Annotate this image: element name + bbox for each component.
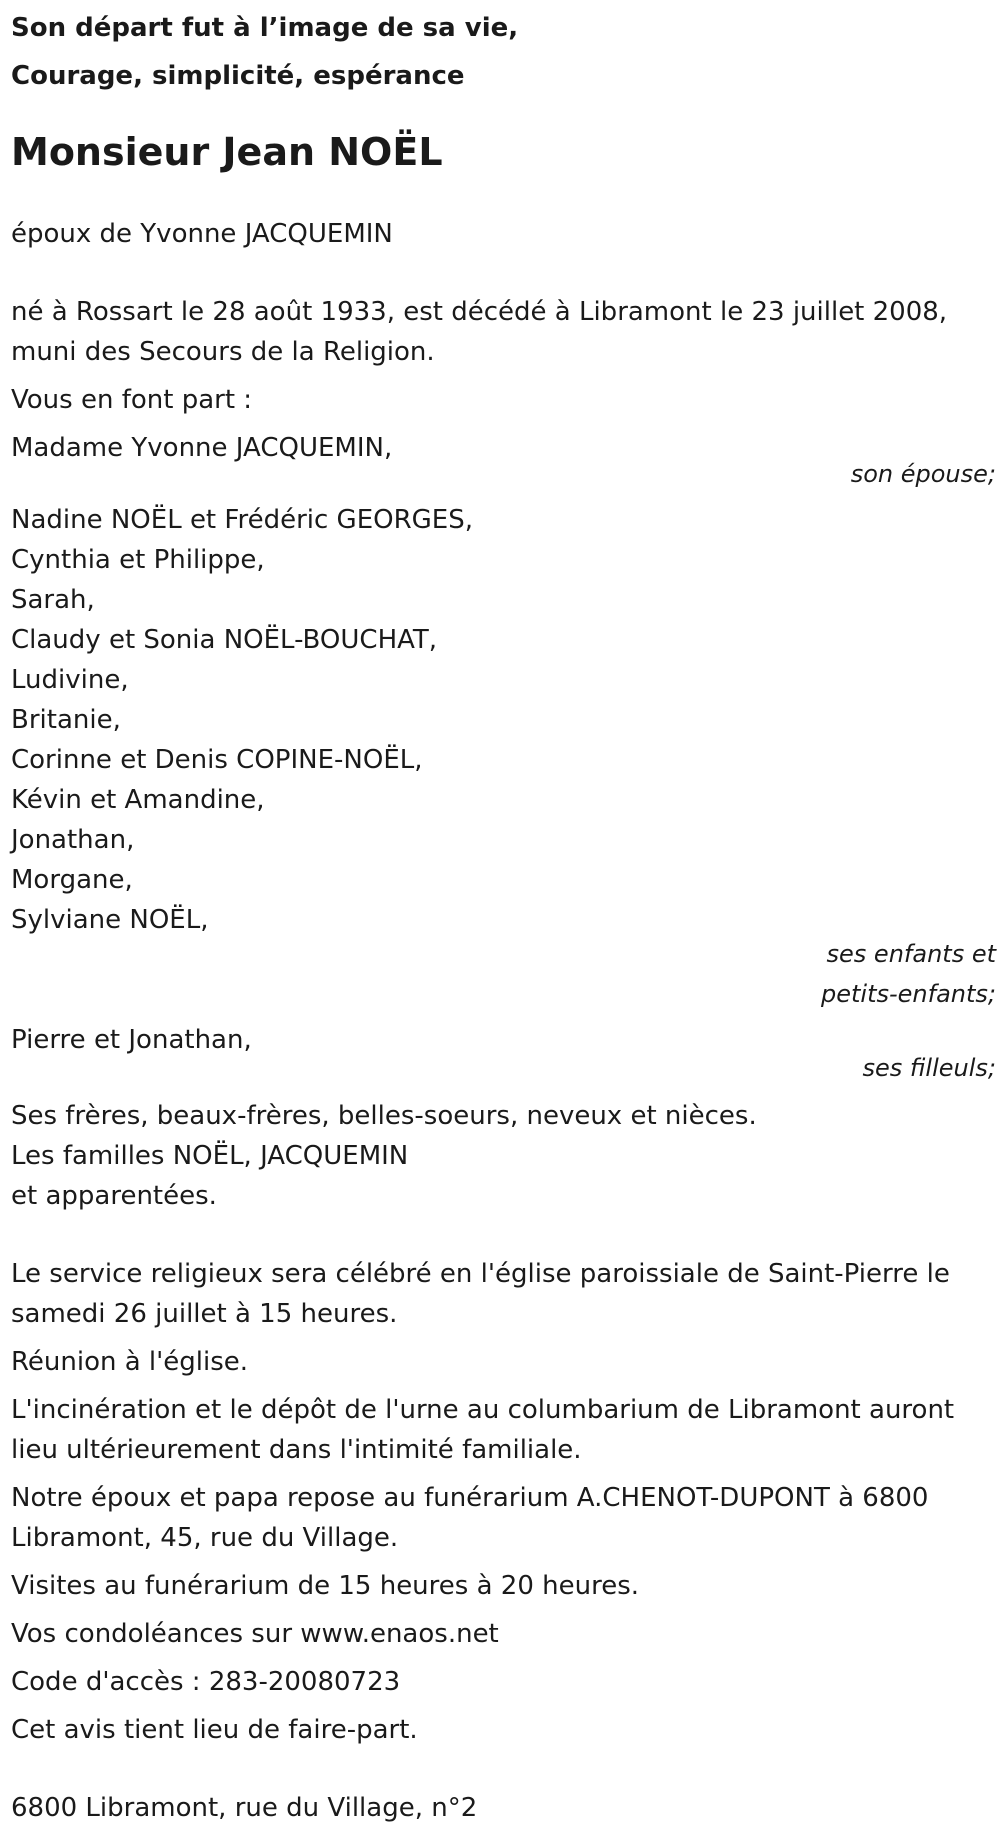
children-group [11,500,996,1014]
family-line: Ses frères, beaux-frères, belles-soeurs, neveux et nièces. [11,1101,757,1131]
access-code-text: Code d'accès : 283-20080723 [11,1667,401,1697]
list-item: Claudy et Sonia NOËL-BOUCHAT, [11,625,438,655]
godchildren-group [11,1020,996,1088]
address-text: 6800 Libramont, rue du Village, n°2 [11,1793,478,1823]
family-line: et apparentées. [11,1181,217,1211]
notice-text: Cet avis tient lieu de faire-part. [11,1715,418,1745]
verse-line-2: Courage, simplicité, espérance [11,61,465,91]
spouse-line: époux de Yvonne JACQUEMIN [11,219,393,249]
list-item: Corinne et Denis COPINE-NOËL, [11,745,423,775]
list-item: Britanie, [11,705,121,735]
deceased-name: Monsieur Jean NOËL [11,130,443,174]
godchildren-names: Pierre et Jonathan, [11,1025,252,1055]
godchildren-role: ses filleuls; [862,1054,996,1082]
visits-text: Visites au funérarium de 15 heures à 20 heures. [11,1571,640,1601]
spouse-name: Madame Yvonne JACQUEMIN, [11,433,393,463]
list-item: Cynthia et Philippe, [11,545,265,575]
children-role-line-1: ses enfants et [826,940,996,968]
birth-death-text: né à Rossart le 28 août 1933, est décédé à Libramont le 23 juillet 2008, muni des Secours de la Religion. [11,297,948,367]
verse-line-1: Son départ fut à l’image de sa vie, [11,13,519,43]
list-item: Nadine NOËL et Frédéric GEORGES, [11,505,473,535]
obituary-notice [11,0,996,1828]
service-text: Le service religieux sera célébré en l'église paroissiale de Saint-Pierre le samedi 26 juillet à 15 heures. [11,1259,950,1329]
funeral-home-text: Notre époux et papa repose au funérarium A.CHENOT-DUPONT à 6800 Libramont, 45, rue du Village. [11,1483,929,1553]
verse [11,0,996,100]
announce-text: Vous en font part : [11,385,253,415]
family-line: Les familles NOËL, JACQUEMIN [11,1141,409,1171]
children-role-line-2: petits-enfants; [821,980,996,1008]
spouse-group [11,428,996,494]
meeting-text: Réunion à l'église. [11,1347,249,1377]
spouse-role: son épouse; [850,460,996,488]
list-item: Sylviane NOËL, [11,905,209,935]
list-item: Ludivine, [11,665,129,695]
cremation-text: L'incinération et le dépôt de l'urne au columbarium de Libramont auront lieu ultérieurement dans l'intimité familiale. [11,1395,955,1465]
list-item: Jonathan, [11,825,135,855]
list-item: Sarah, [11,585,95,615]
list-item: Morgane, [11,865,133,895]
condolences-text: Vos condoléances sur www.enaos.net [11,1619,499,1649]
family-lines [11,1096,996,1216]
list-item: Kévin et Amandine, [11,785,265,815]
